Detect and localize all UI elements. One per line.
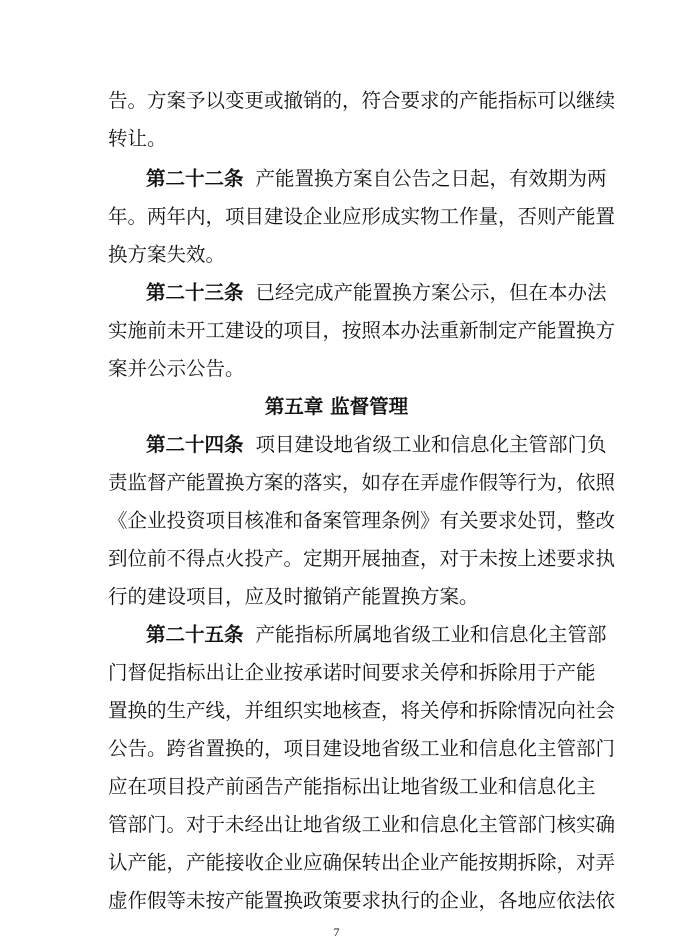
- body-text-line: 到位前不得点火投产。定期开展抽查，对于未按上述要求执: [108, 547, 616, 570]
- article-22-first-line: [146, 166, 607, 192]
- chapter-title: 第五章 监督管理: [264, 395, 409, 418]
- page-number: 7: [333, 925, 340, 939]
- body-text-line: 应在项目投产前函告产能指标出让地省级工业和信息化主: [108, 775, 596, 798]
- body-text-line: 责监督产能置换方案的落实，如存在弄虚作假等行为，依照: [108, 471, 616, 494]
- article-24-label: 第二十四条: [146, 433, 244, 456]
- article-25-first-line: [146, 622, 607, 648]
- body-text-line: 置换的生产线，并组织实地核查，将关停和拆除情况向社会: [108, 699, 616, 722]
- body-text-line: 转让。: [108, 127, 167, 150]
- article-24-text: 项目建设地省级工业和信息化主管部门负: [255, 433, 607, 456]
- body-text-line: 公告。跨省置换的，项目建设地省级工业和信息化主管部门: [108, 737, 616, 760]
- body-text-line: 虚作假等未按产能置换政策要求执行的企业，各地应依法依: [108, 889, 616, 912]
- article-24-first-line: [146, 432, 607, 458]
- body-text-line: 换方案失效。: [108, 243, 226, 266]
- body-text-line: 告。方案予以变更或撤销的，符合要求的产能指标可以继续: [108, 89, 616, 112]
- article-22-label: 第二十二条: [146, 167, 244, 190]
- body-text-line: 认产能，产能接收企业应确保转出企业产能按期拆除，对弄: [108, 851, 616, 874]
- body-text-line: 《企业投资项目核准和备案管理条例》有关要求处罚，整改: [108, 509, 616, 532]
- article-23-text: 已经完成产能置换方案公示，但在本办法: [255, 281, 607, 304]
- body-text-line: 年。两年内，项目建设企业应形成实物工作量，否则产能置: [108, 205, 616, 228]
- article-23-first-line: [146, 280, 607, 306]
- body-text-line: 案并公示公告。: [108, 357, 245, 380]
- body-text-line: 管部门。对于未经出让地省级工业和信息化主管部门核实确: [108, 813, 616, 836]
- article-25-label: 第二十五条: [146, 623, 244, 646]
- body-text-line: 行的建设项目，应及时撤销产能置换方案。: [108, 585, 479, 608]
- article-23-label: 第二十三条: [146, 281, 244, 304]
- body-text-line: 门督促指标出让企业按承诺时间要求关停和拆除用于产能: [108, 661, 596, 684]
- article-22-text: 产能置换方案自公告之日起，有效期为两: [255, 167, 607, 190]
- body-text-line: 实施前未开工建设的项目，按照本办法重新制定产能置换方: [108, 319, 616, 342]
- article-25-text: 产能指标所属地省级工业和信息化主管部: [255, 623, 607, 646]
